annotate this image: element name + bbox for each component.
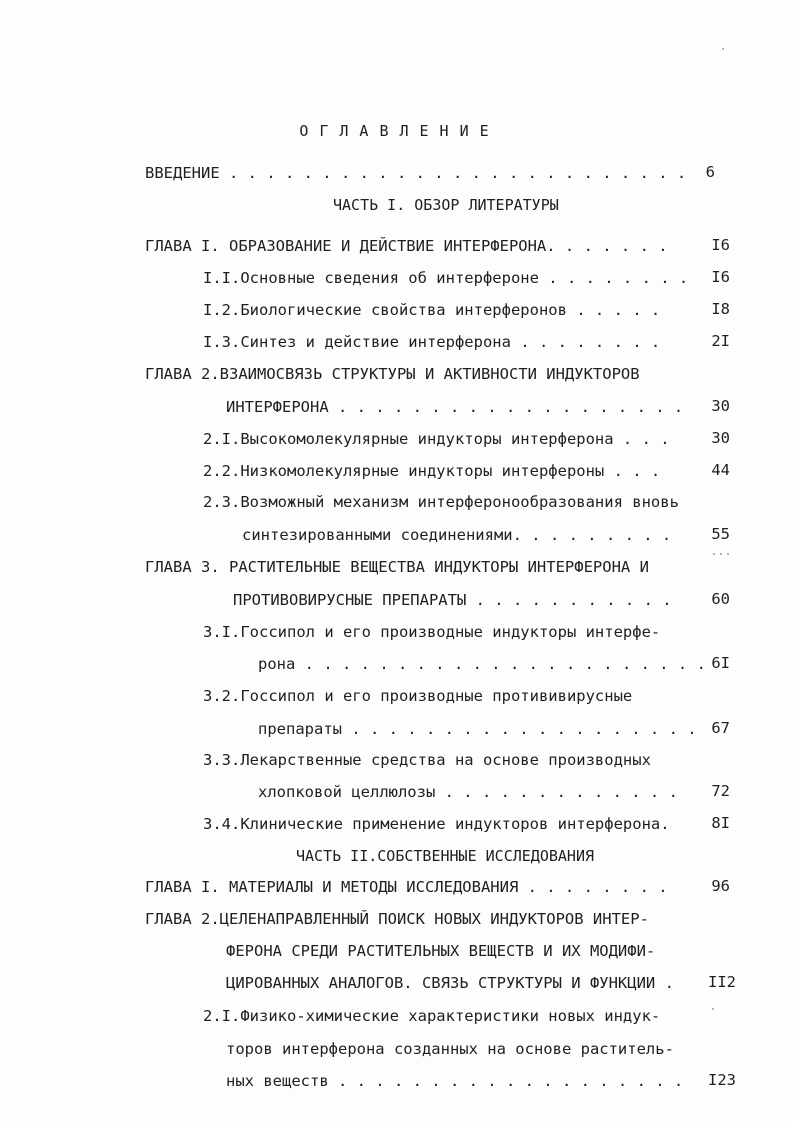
toc-entry-section-3-3: 3.3.Лекарственные средства на основе производных bbox=[203, 751, 651, 769]
scan-speck bbox=[712, 1008, 714, 1010]
page-number: 44 bbox=[711, 461, 730, 479]
toc-entry-intro: ВВЕДЕНИЕ . . . . . . . . . . . . . . . . . . . . . . . . . bbox=[145, 164, 687, 182]
page-number: 96 bbox=[711, 877, 730, 895]
toc-entry-section-1-1: I.I.Основные сведения об интерфероне . . . . . . . . bbox=[203, 269, 689, 287]
toc-entry-part2-chapter-2: ГЛАВА 2.ЦЕЛЕНАПРАВЛЕННЫЙ ПОИСК НОВЫХ ИНДУКТОРОВ ИНТЕР- bbox=[145, 910, 649, 928]
toc-entry-chapter-1: ГЛАВА I. ОБРАЗОВАНИЕ И ДЕЙСТВИЕ ИНТЕРФЕРОНА. . . . . . . bbox=[145, 237, 668, 255]
page-title: ОГЛАВЛЕНИЕ bbox=[299, 122, 500, 140]
toc-entry-chapter-3: ГЛАВА 3. РАСТИТЕЛЬНЫЕ ВЕЩЕСТВА ИНДУКТОРЫ ИНТЕРФЕРОНА И bbox=[145, 558, 649, 576]
toc-entry-section-2-3-cont: синтезированными соединениями. . . . . . . . . bbox=[242, 526, 672, 544]
page-number: 8I bbox=[711, 814, 730, 832]
toc-entry-section-3-3-cont: хлопковой целлюлозы . . . . . . . . . . . . . bbox=[258, 783, 678, 801]
page-number: 30 bbox=[711, 429, 730, 447]
scan-speck bbox=[720, 553, 722, 555]
toc-entry-section-3-4: 3.4.Клинические применение индукторов интерферона. bbox=[203, 815, 670, 833]
page-number: 6 bbox=[705, 163, 715, 181]
page-number: 60 bbox=[711, 590, 730, 608]
part-heading-2: ЧАСТЬ II.СОБСТВЕННЫЕ ИССЛЕДОВАНИЯ bbox=[296, 847, 595, 865]
toc-entry-section-1-2: I.2.Биологические свойства интерферонов . . . . . bbox=[203, 301, 661, 319]
page-number: 30 bbox=[711, 397, 730, 415]
scan-speck bbox=[727, 553, 729, 555]
page-number: I6 bbox=[711, 268, 730, 286]
toc-entry-section-3-2: 3.2.Госсипол и его производные протививирусные bbox=[203, 687, 633, 705]
toc-entry-chapter-2-cont: ИНТЕРФЕРОНА . . . . . . . . . . . . . . . . . . . bbox=[226, 398, 684, 416]
toc-entry-section-3-1-cont: рона . . . . . . . . . . . . . . . . . . . . . . bbox=[258, 655, 706, 673]
page-number: II2 bbox=[708, 973, 736, 991]
toc-entry-section-1-3: I.3.Синтез и действие интерферона . . . . . . . . bbox=[203, 333, 661, 351]
toc-entry-part2-chapter-1: ГЛАВА I. МАТЕРИАЛЫ И МЕТОДЫ ИССЛЕДОВАНИЯ . . . . . . . . bbox=[145, 878, 668, 896]
part-heading-1: ЧАСТЬ I. ОБЗОР ЛИТЕРАТУРЫ bbox=[333, 196, 559, 214]
toc-entry-part2-section-2-1-cont: торов интерферона созданных на основе раститель- bbox=[226, 1040, 674, 1058]
page-number: 2I bbox=[711, 332, 730, 350]
page-number: 55 bbox=[711, 525, 730, 543]
toc-entry-chapter-3-cont: ПРОТИВОВИРУСНЫЕ ПРЕПАРАТЫ . . . . . . . . . . . bbox=[233, 591, 672, 609]
toc-entry-section-2-2: 2.2.Низкомолекулярные индукторы интерфероны . . . bbox=[203, 462, 661, 480]
toc-entry-part2-section-2-1-cont: ных веществ . . . . . . . . . . . . . . . . . . . bbox=[226, 1072, 684, 1090]
toc-entry-part2-chapter-2-cont: ЦИРОВАННЫХ АНАЛОГОВ. СВЯЗЬ СТРУКТУРЫ И ФУНКЦИИ . bbox=[226, 974, 674, 992]
page-number: I23 bbox=[708, 1071, 736, 1089]
scan-speck bbox=[722, 48, 724, 50]
toc-entry-section-2-1: 2.I.Высокомолекулярные индукторы интерферона . . . bbox=[203, 430, 670, 448]
page-number: 6I bbox=[711, 654, 730, 672]
toc-entry-section-2-3: 2.3.Возможный механизм интерферонообразования вновь bbox=[203, 493, 679, 511]
toc-entry-section-3-1: 3.I.Госсипол и его производные индукторы интерфе- bbox=[203, 623, 661, 641]
page-number: I8 bbox=[711, 300, 730, 318]
toc-entry-chapter-2: ГЛАВА 2.ВЗАИМОСВЯЗЬ СТРУКТУРЫ И АКТИВНОСТИ ИНДУКТОРОВ bbox=[145, 365, 640, 383]
page-number: 72 bbox=[711, 782, 730, 800]
page-number: 67 bbox=[711, 719, 730, 737]
toc-entry-section-3-2-cont: препараты . . . . . . . . . . . . . . . . . . . bbox=[258, 720, 697, 738]
scan-speck bbox=[713, 553, 715, 555]
toc-entry-part2-section-2-1: 2.I.Физико-химические характеристики новых индук- bbox=[203, 1007, 661, 1025]
toc-entry-part2-chapter-2-cont: ФЕРОНА СРЕДИ РАСТИТЕЛЬНЫХ ВЕЩЕСТВ И ИХ МОДИФИ- bbox=[226, 942, 656, 960]
page-number: I6 bbox=[711, 236, 730, 254]
